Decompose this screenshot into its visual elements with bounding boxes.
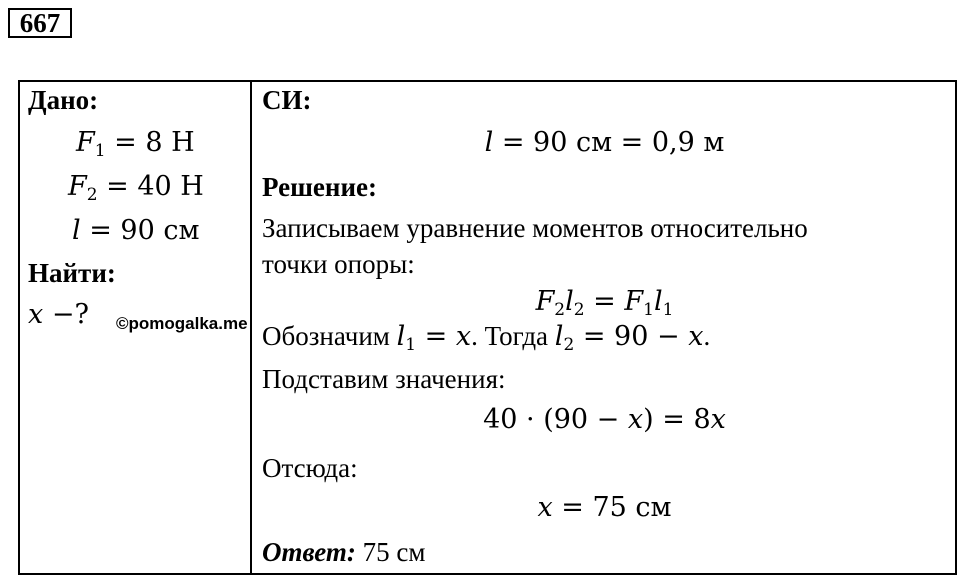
solution-heading: Решение: [262,172,377,202]
solution-text-1: Записываем уравнение моментов относительно [262,213,808,243]
hence-text: Отсюда: [262,453,358,483]
substitute-text: Подставим значения: [262,364,506,394]
result-equation: x = 75 см [537,492,672,523]
answer-line [262,536,425,568]
answer-value: 75 см [355,537,426,567]
given-heading: Дано: [28,85,99,115]
watermark: ©pomogalka.me [116,314,248,333]
si-heading: СИ: [262,85,312,115]
moment-equation: $F_2l_2 = F_1l_1$ [535,286,674,320]
given-length: l = 90 см [72,215,200,246]
find-value: x −? [28,299,89,330]
solution-text-2: точки опоры: [262,249,415,279]
answer-label: Ответ: [262,537,356,567]
given-f1: $F_1 = 8$ Н [76,127,195,161]
problem-number: 667 [8,8,72,38]
denote-line: Обозначим $l_1 = x$. Тогда $l_2 = 90 - x$. [262,321,711,355]
find-heading: Найти: [28,258,116,288]
given-f2: $F_2 = 40$ Н [68,171,204,205]
substituted-equation: 40 · (90 − x) = 8x [483,404,726,435]
si-conversion: l = 90 см = 0,9 м [484,127,725,158]
